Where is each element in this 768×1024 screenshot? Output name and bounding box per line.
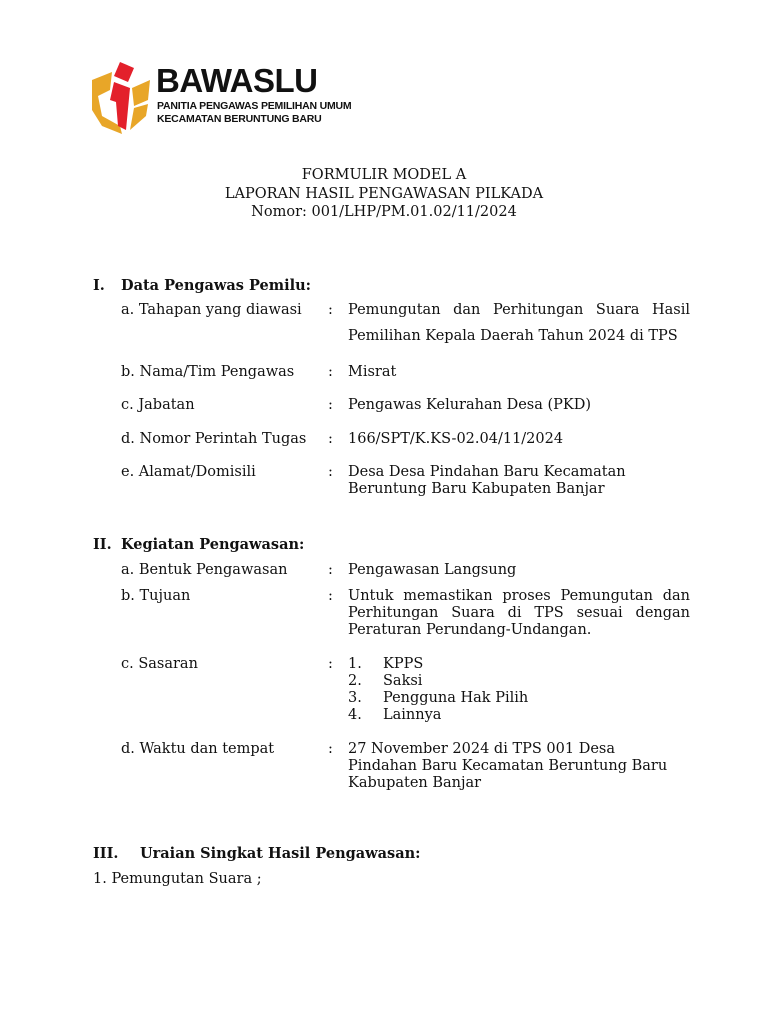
- label-tahapan: a. Tahapan yang diawasi: [121, 302, 302, 318]
- label-jabatan: c. Jabatan: [121, 397, 195, 413]
- colon: :: [328, 464, 333, 480]
- colon: :: [328, 588, 333, 604]
- form-title: FORMULIR MODEL A: [301, 167, 467, 183]
- bawaslu-emblem-icon: [90, 60, 156, 136]
- value-alamat-line1: Desa Desa Pindahan Baru Kecamatan: [348, 464, 626, 480]
- sasaran-item-number: 1.: [348, 656, 362, 672]
- label-bentuk: a. Bentuk Pengawasan: [121, 562, 288, 578]
- logo-subtitle-1: PANITIA PENGAWAS PEMILIHAN UMUM: [157, 100, 352, 112]
- label-nomor-perintah: d. Nomor Perintah Tugas: [121, 431, 307, 447]
- value-tahapan-line1: Pemungutan dan Perhitungan Suara Hasil: [348, 302, 690, 318]
- uraian-item-1: 1. Pemungutan Suara ;: [93, 871, 262, 887]
- section-2-title: Kegiatan Pengawasan:: [121, 536, 305, 553]
- colon: :: [328, 364, 333, 380]
- sasaran-item-text: Lainnya: [383, 707, 442, 723]
- section-3-title: Uraian Singkat Hasil Pengawasan:: [140, 845, 421, 862]
- logo-subtitle-2: KECAMATAN BERUNTUNG BARU: [157, 113, 322, 125]
- report-title: LAPORAN HASIL PENGAWASAN PILKADA: [224, 186, 544, 202]
- colon: :: [328, 741, 333, 757]
- section-2-number: II.: [93, 536, 112, 553]
- value-waktu-line3: Kabupaten Banjar: [348, 775, 482, 791]
- value-jabatan: Pengawas Kelurahan Desa (PKD): [348, 397, 591, 413]
- sasaran-item-number: 4.: [348, 707, 362, 723]
- value-tahapan-line2: Pemilihan Kepala Daerah Tahun 2024 di TPS: [348, 328, 678, 344]
- label-sasaran: c. Sasaran: [121, 656, 198, 672]
- section-3-number: III.: [93, 845, 119, 862]
- value-waktu-line2: Pindahan Baru Kecamatan Beruntung Baru: [348, 758, 668, 774]
- section-1-title: Data Pengawas Pemilu:: [121, 277, 312, 294]
- bawaslu-logo: [90, 60, 352, 136]
- label-alamat: e. Alamat/Domisili: [121, 464, 256, 480]
- value-tujuan-line3: Peraturan Perundang-Undangan.: [348, 622, 592, 638]
- sasaran-item-text: KPPS: [383, 656, 424, 672]
- value-alamat-line2: Beruntung Baru Kabupaten Banjar: [348, 481, 605, 497]
- sasaran-item-number: 2.: [348, 673, 362, 689]
- colon: :: [328, 562, 333, 578]
- report-number: Nomor: 001/LHP/PM.01.02/11/2024: [251, 204, 517, 220]
- colon: :: [328, 397, 333, 413]
- value-waktu-line1: 27 November 2024 di TPS 001 Desa: [348, 741, 615, 757]
- colon: :: [328, 656, 333, 672]
- label-tujuan: b. Tujuan: [121, 588, 191, 604]
- sasaran-item-text: Pengguna Hak Pilih: [383, 690, 529, 706]
- colon: :: [328, 302, 333, 318]
- label-nama: b. Nama/Tim Pengawas: [121, 364, 295, 380]
- sasaran-item-text: Saksi: [383, 673, 423, 689]
- label-waktu: d. Waktu dan tempat: [121, 741, 275, 757]
- sasaran-item-number: 3.: [348, 690, 362, 706]
- logo-brand-text: BAWASLU: [156, 62, 318, 99]
- colon: :: [328, 431, 333, 447]
- value-tujuan-line2: Perhitungan Suara di TPS sesuai dengan: [348, 605, 690, 621]
- value-nama: Misrat: [348, 364, 397, 380]
- value-bentuk: Pengawasan Langsung: [348, 562, 517, 578]
- value-nomor-perintah: 166/SPT/K.KS-02.04/11/2024: [348, 431, 564, 447]
- value-tujuan-line1: Untuk memastikan proses Pemungutan dan: [348, 588, 690, 604]
- section-1-number: I.: [93, 277, 105, 294]
